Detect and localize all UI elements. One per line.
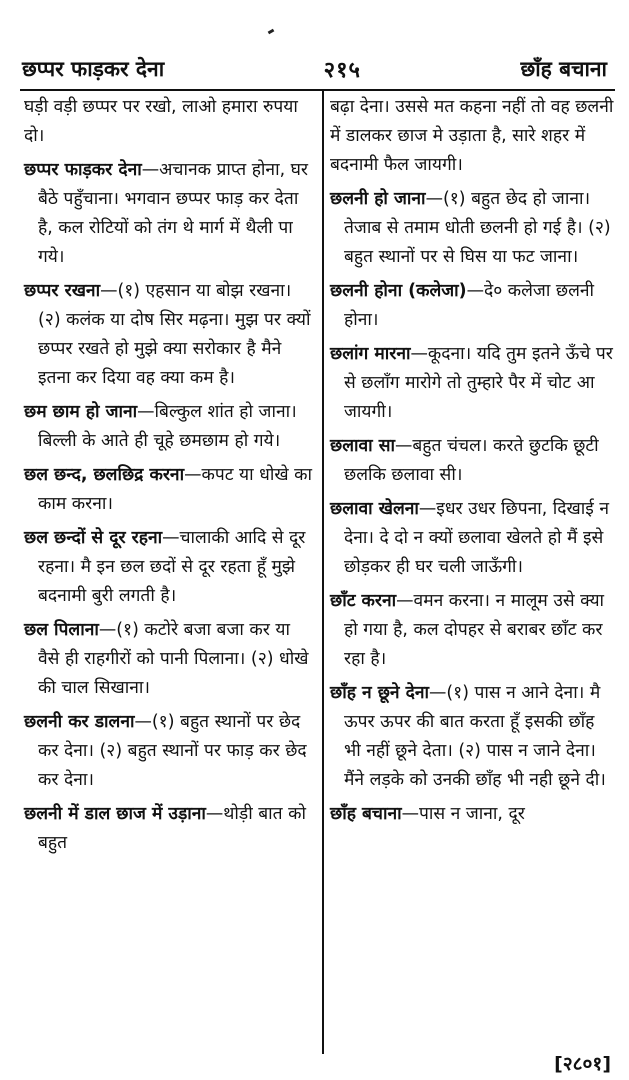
dictionary-entry: [330, 495, 616, 582]
entry-headword: छल पिलाना: [24, 620, 99, 640]
entry-definition: —कपट या धोखे का काम करना।: [38, 465, 312, 514]
header-rule: [20, 89, 615, 91]
entry-definition: —पास न जाना, दूर: [401, 804, 525, 824]
entry-headword: छाँह न छूने देना: [330, 683, 429, 703]
entry-definition: —थोड़ी बात को बहुत: [38, 804, 306, 853]
dictionary-entry: [330, 587, 616, 674]
dictionary-entry: [330, 800, 616, 829]
dictionary-entry: [24, 461, 314, 519]
dictionary-entry: [330, 679, 616, 795]
entry-headword: छल छन्दों से दूर रहना: [24, 528, 163, 548]
entry-continuation: घड़ी वड़ी छप्पर पर रखो, लाओ हमारा रुपया दो।: [24, 97, 298, 146]
entry-continuation: बढ़ा देना। उससे मत कहना नहीं तो वह छलनी में डालकर छाज मे उड़ाता है, सारे शहर में बदनामी फैल जायगी।: [330, 97, 614, 175]
entry-definition: —बिल्कुल शांत हो जाना। बिल्ली के आते ही चूहे छमछाम हो गये।: [38, 402, 297, 451]
entry-definition: —दे० कलेजा छलनी होना।: [344, 281, 595, 330]
dictionary-entry: [24, 616, 314, 703]
entry-definition: —कूदना। यदि तुम इतने ऊँचे पर से छलाँग मारोगे तो तुम्हारे पैर में चोट आ जायगी।: [344, 344, 613, 422]
left-column: [24, 93, 314, 863]
entry-headword: छलनी होना (कलेजा): [330, 281, 467, 301]
right-column: [330, 93, 616, 834]
entry-headword: छप्पर फाड़कर देना: [24, 160, 142, 180]
entry-definition: —इधर उधर छिपना, दिखाई न देना। दे दो न क्यों छलावा खेलते हो मैं इसे छोड़कर ही घर चली जाऊँगी।: [344, 499, 609, 577]
entry-definition: —(१) बहुत स्थानों पर छेद कर देना। (२) बहुत स्थानों पर फाड़ कर छेद कर देना।: [38, 712, 307, 790]
entry-definition: —चालाकी आदि से दूर रहना। मै इन छल छदों से दूर रहता हूँ मुझे बदनामी बुरी लगती है।: [38, 528, 306, 606]
entry-definition: —(१) एहसान या बोझ रखना। (२) कलंक या दोष सिर मढ़ना। मुझ पर क्यों छप्पर रखते हो मुझे क्या सरोकार है मैने इतना कर दिया वह क्या कम है।: [38, 281, 311, 388]
column-divider: [322, 91, 324, 1054]
entry-headword: छाँट करना: [330, 591, 397, 611]
dictionary-entry: [330, 277, 616, 335]
entry-headword: छलनी में डाल छाज में उड़ाना: [24, 804, 206, 824]
entry-headword: छप्पर रखना: [24, 281, 101, 301]
entry-definition: —(१) बहुत छेद हो जाना। तेजाब से तमाम धोती छलनी हो गई है। (२) बहुत स्थानों पर से घिस या फट जाना।: [344, 189, 611, 267]
dictionary-entry: [24, 398, 314, 456]
dictionary-entry: [330, 432, 616, 490]
dictionary-entry: [330, 340, 616, 427]
entry-headword: छलावा सा: [330, 436, 395, 456]
entry-headword: छाँह बचाना: [330, 804, 402, 824]
entry-headword: छलावा खेलना: [330, 499, 419, 519]
dictionary-entry: [24, 156, 314, 272]
entry-headword: छलनी कर डालना: [24, 712, 135, 732]
entry-definition: —वमन करना। न मालूम उसे क्या हो गया है, कल दोपहर से बराबर छाँट कर रहा है।: [344, 591, 605, 669]
entry-definition: —(१) पास न आने देना। मै ऊपर ऊपर की बात करता हूँ इसकी छाँह भी नहीं छूने देता। (२) पास न जाने देना। मैंने लड़के को उनकी छाँह भी नही छूने दी।: [344, 683, 606, 790]
footer-page-code: [२८०१]: [554, 1053, 611, 1075]
entry-headword: छम छाम हो जाना: [24, 402, 138, 422]
entry-headword: छलांग मारना: [330, 344, 411, 364]
entry-definition: —(१) कटोरे बजा बजा कर या वैसे ही राहगीरों को पानी पिलाना। (२) धोखे की चाल सिखाना।: [38, 620, 309, 698]
header-left-guideword: छप्पर फाड़कर देना: [22, 57, 165, 81]
page-number: २१५: [323, 58, 361, 83]
entry-definition: —बहुत चंचल। करते छुटकि छूटी छलकि छलावा सी।: [344, 436, 599, 485]
dictionary-entry: [24, 708, 314, 795]
ink-mark: [268, 29, 275, 35]
running-header: [22, 52, 607, 86]
entry-headword: छलनी हो जाना: [330, 189, 426, 209]
entry-headword: छल छन्द, छलछिद्र करना: [24, 465, 185, 485]
dictionary-entry: [330, 185, 616, 272]
dictionary-entry: [24, 800, 314, 858]
header-right-guideword: छाँह बचाना: [520, 57, 607, 81]
dictionary-entry: [24, 524, 314, 611]
entry-definition: —अचानक प्राप्त होना, घर बैठे पहुँचाना। भगवान छप्पर फाड़ कर देता है, कल रोटियों को तंग थे मार्ग में थैली पा गये।: [38, 160, 309, 267]
dictionary-entry: [24, 277, 314, 393]
